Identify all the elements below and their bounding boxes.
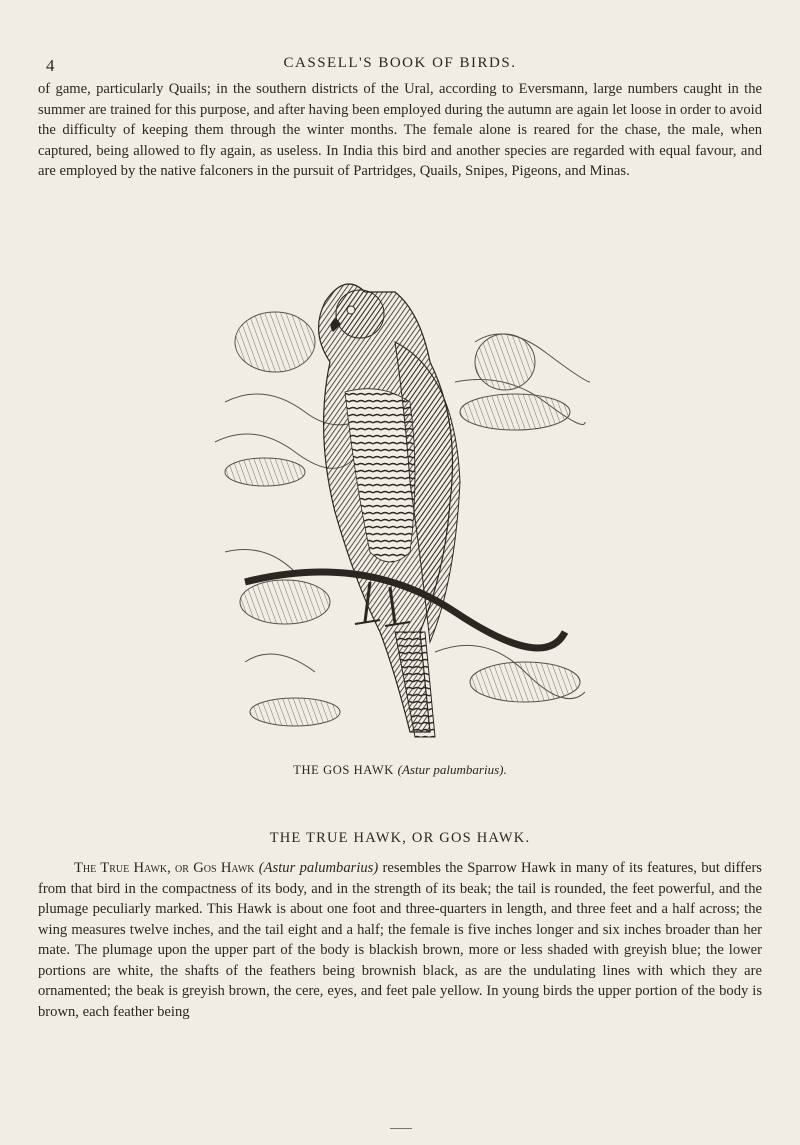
caption-title: THE GOS HAWK	[293, 763, 394, 777]
running-head: CASSELL'S BOOK OF BIRDS.	[283, 55, 517, 71]
latin-name: (Astur palumbarius)	[258, 860, 379, 876]
lead-name: The True Hawk, or Gos Hawk	[74, 860, 255, 876]
intro-paragraph: of game, particularly Quails; in the southern districts of the Ural, according to Eversmann, large numbers caught in the summer are trained for this purpose, and after having been employed during the autumn are again let loose in order to avoid the difficulty of keeping them through the winter months. The female alone is reared for the chase, the male, when captured, being allowed to fly again, as useless. In India this bird and another species are regarded with equal favour, and are employed by the native falconers in the pursuit of Partridges, Quails, Snipes, Pigeons, and Minas.	[38, 81, 762, 179]
main-paragraph-body: resembles the Sparrow Hawk in many of its features, but differs from that bird in the compactness of its body, and in the strength of its beak; the tail is rounded, the feet powerful, and the plumage peculiarly marked. This Hawk is about one foot and three-quarters in length, and three feet and a half across; the wing measures twelve inches, and the tail eight and a half; the female is five inches longer and six inches broader than her mate. The plumage upon the upper part of the body is blackish brown, more or less shaded with greyish blue; the lower portions are white, the shafts of the feathers being brownish black, as are the undulating lines with which they are ornamented; the beak is greyish brown, the cere, eyes, and feet pale yellow. In young birds the upper portion of the body is brown, each feather being	[38, 860, 762, 1020]
gos-hawk-engraving	[205, 252, 595, 742]
caption-latin-name: (Astur palumbarius).	[397, 762, 507, 777]
footer-rule	[390, 1128, 412, 1129]
figure-caption	[0, 762, 800, 778]
page-number: 4	[46, 56, 55, 75]
main-paragraph	[38, 858, 762, 1022]
section-heading: THE TRUE HAWK, OR GOS HAWK.	[269, 830, 531, 846]
